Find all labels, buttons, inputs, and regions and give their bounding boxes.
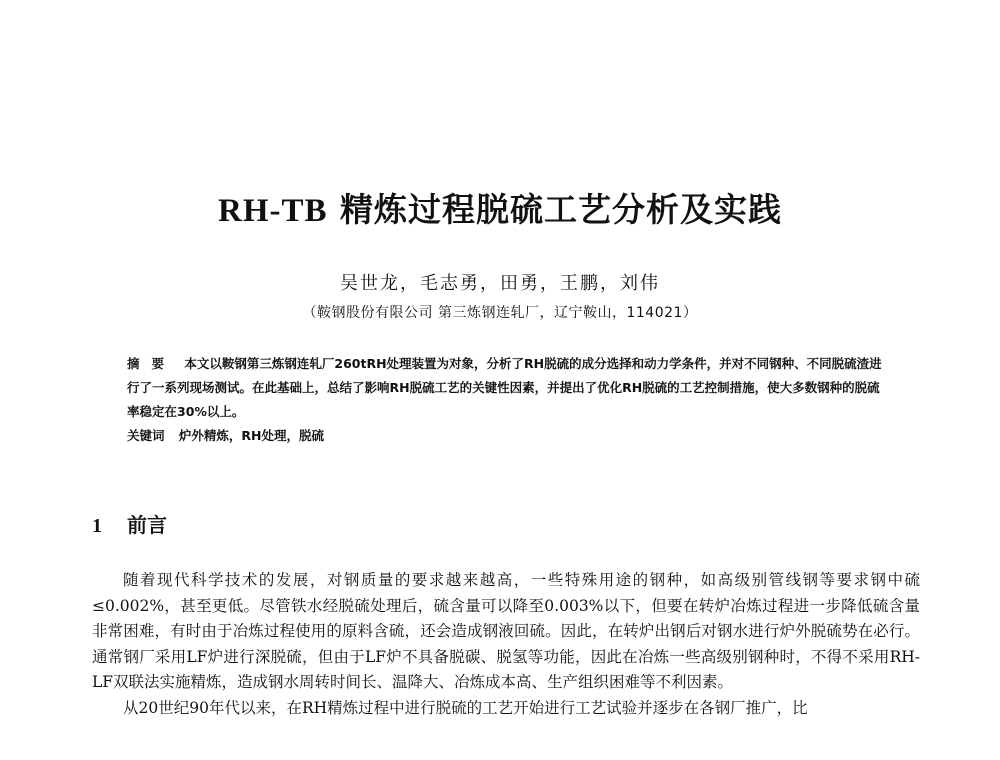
abstract-label: 摘要 [127, 356, 177, 371]
abstract-text: 本文以鞍钢第三炼钢连轧厂260tRH处理装置为对象，分析了RH脱硫的成分选择和动力学条件，并对不同钢种、不同脱硫渣进行了一系列现场测试。在此基础上，总结了影响RH脱硫工艺的关键性因素，并提出了优化RH脱硫的工艺控制措施，使大多数钢种的脱硫率稳定在30%以上。 [127, 356, 882, 419]
abstract-block [127, 352, 887, 448]
title-latin-part: RH-TB [217, 193, 328, 229]
section-heading [92, 509, 167, 538]
author-list: 吴世龙，毛志勇，田勇，王鹏，刘伟 [340, 273, 660, 294]
body-paragraph-1: 随着现代科学技术的发展，对钢质量的要求越来越高，一些特殊用途的钢种，如高级别管线钢等要求钢中硫≤0.002%，甚至更低。尽管铁水经脱硫处理后，硫含量可以降至0.003%以下，但要在转炉冶炼过程进一步降低硫含量非常困难，有时由于冶炼过程使用的原料含硫，还会造成钢液回硫。因此，在转炉出钢后对钢水进行炉外脱硫势在必行。通常钢厂采用LF炉进行深脱硫，但由于LF炉不具备脱碳、脱氢等功能，因此在冶炼一些高级别钢种时，不得不采用RH-LF双联法实施精炼，造成钢水周转时间长、温降大、冶炼成本高、生产组织困难等不利因素。 [92, 571, 920, 691]
keywords-text: 炉外精炼，RH处理，脱硫 [178, 428, 324, 443]
section-number: 1 [92, 515, 102, 537]
paper-title [0, 184, 1000, 231]
section-title: 前言 [126, 513, 167, 537]
keywords-label: 关键词 [127, 428, 165, 443]
affiliation: （鞍钢股份有限公司 第三炼钢连轧厂，辽宁鞍山，114021） [302, 305, 698, 321]
section-body [92, 568, 920, 721]
body-paragraph-2: 从20世纪90年代以来，在RH精炼过程中进行脱硫的工艺开始进行工艺试验并逐步在各钢厂推广，比 [123, 698, 808, 717]
abstract-paragraph [127, 352, 887, 424]
title-cjk-part: 精炼过程脱硫工艺分析及实践 [340, 190, 782, 229]
keywords-line [127, 424, 887, 448]
